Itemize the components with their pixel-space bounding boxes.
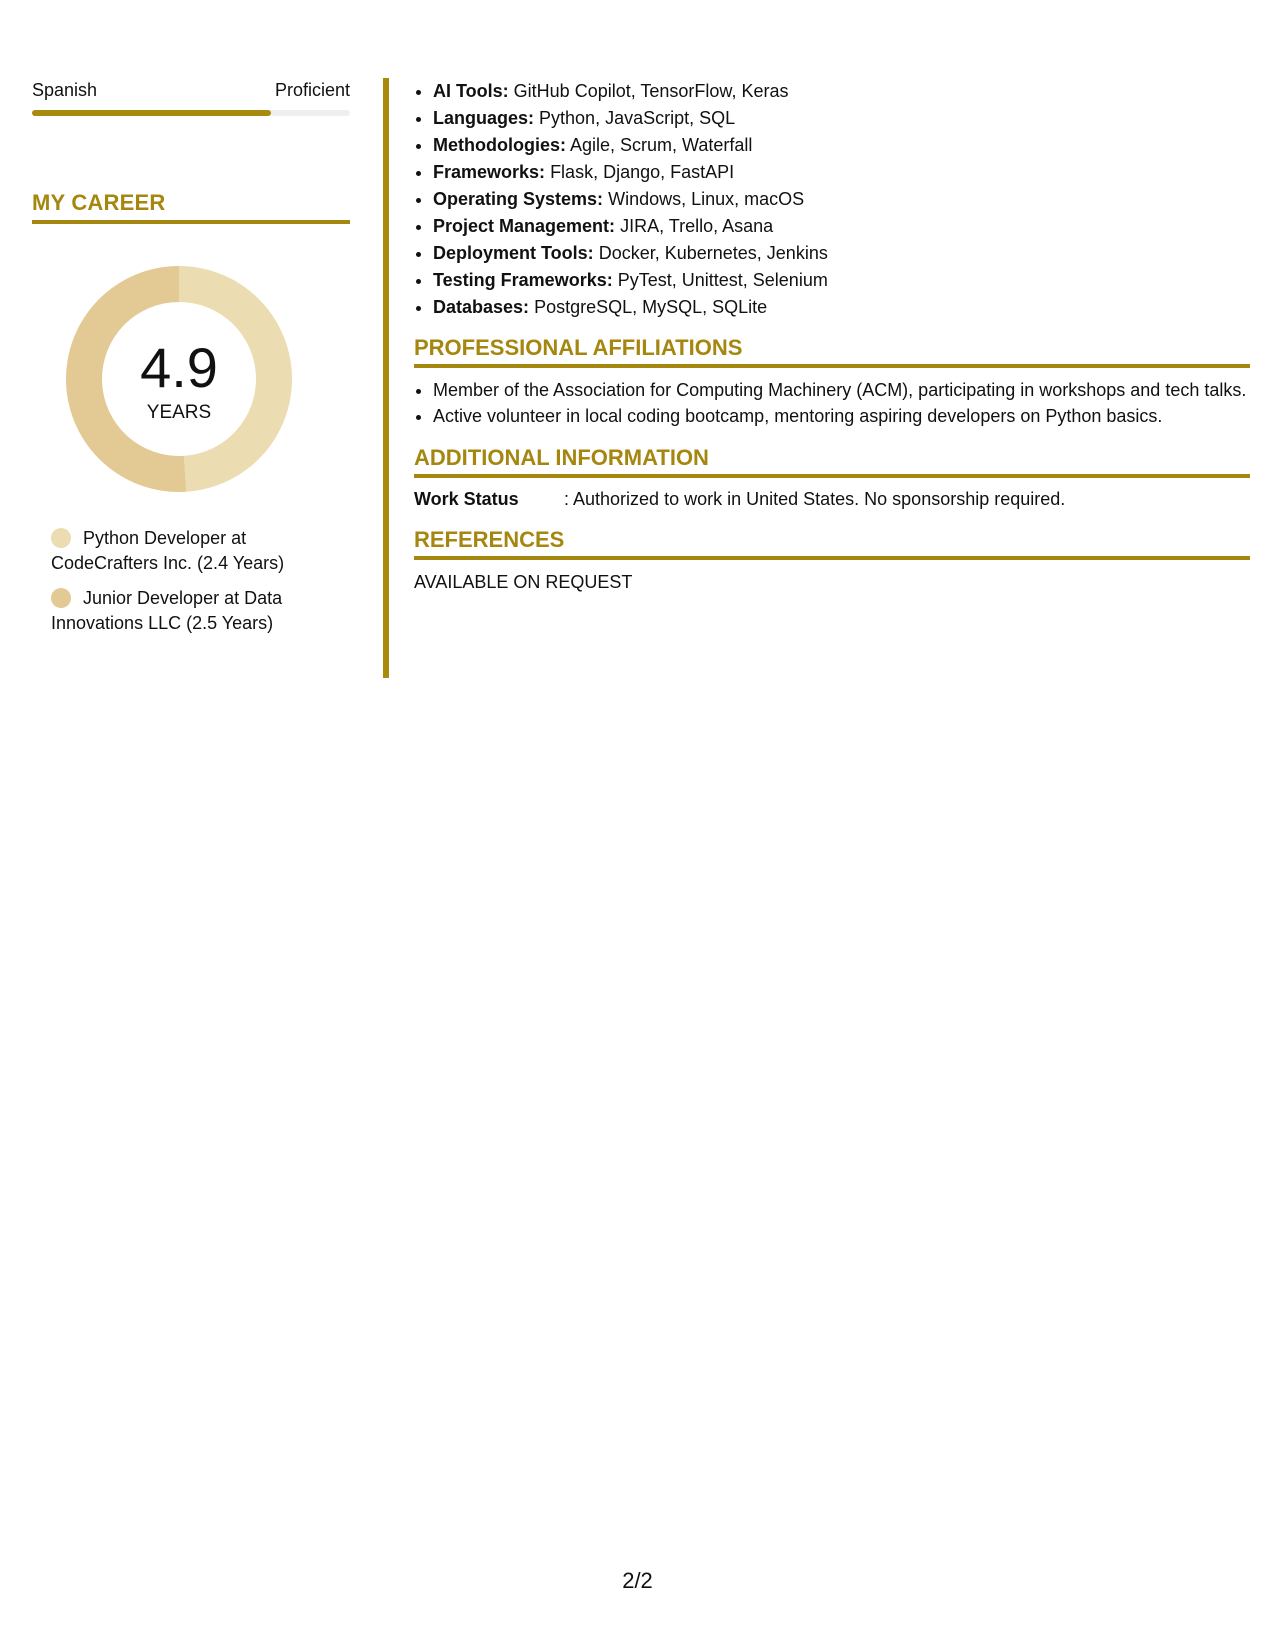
skill-label: Project Management: [433, 216, 616, 236]
legend-swatch [51, 588, 71, 608]
language-level: Proficient [274, 80, 350, 100]
skill-label: Languages: [433, 108, 535, 128]
skill-value: Docker, Kubernetes, Jenkins [598, 243, 828, 263]
language-name: Spanish [32, 80, 98, 100]
skill-value: Agile, Scrum, Waterfall [570, 135, 753, 155]
skill-value: PyTest, Unittest, Selenium [617, 270, 828, 290]
skill-label: Deployment Tools: [433, 243, 594, 263]
skill-value: JIRA, Trello, Asana [620, 216, 774, 236]
skill-item [433, 294, 1250, 321]
page-number: 2/2 [622, 1568, 653, 1593]
legend-label: Python Developer at CodeCrafters Inc. (2.4 Years) [51, 528, 285, 573]
language-item [32, 78, 350, 116]
legend-item [51, 586, 350, 636]
skill-item [433, 240, 1250, 267]
skill-value: Python, JavaScript, SQL [539, 108, 736, 128]
skill-item [433, 213, 1250, 240]
skill-value: PostgreSQL, MySQL, SQLite [534, 297, 768, 317]
affiliations-heading: PROFESSIONAL AFFILIATIONS [414, 335, 1250, 368]
career-heading: MY CAREER [32, 190, 350, 224]
skill-item [433, 186, 1250, 213]
legend-swatch [51, 528, 71, 548]
affiliations-list [414, 378, 1250, 429]
career-total-years: 4.9 [140, 336, 218, 399]
affiliation-item: • Member of the Association for Computing Machinery (ACM), participating in workshops and tech talks. [433, 378, 1250, 403]
skill-value: GitHub Copilot, TensorFlow, Keras [513, 81, 789, 101]
legend-label: Junior Developer at Data Innovations LLC (2.5 Years) [51, 588, 283, 633]
skill-item [433, 159, 1250, 186]
skill-item [433, 132, 1250, 159]
skill-label: Methodologies: [433, 135, 566, 155]
language-level-bar [32, 110, 350, 116]
work-status-row [414, 487, 1250, 511]
skill-item [433, 267, 1250, 294]
career-legend [32, 526, 350, 636]
career-total-unit: YEARS [146, 402, 212, 423]
skill-value: Flask, Django, FastAPI [550, 162, 735, 182]
skill-value: Windows, Linux, macOS [608, 189, 805, 209]
skill-label: Databases: [433, 297, 530, 317]
right-column [414, 78, 1250, 594]
skill-item [433, 105, 1250, 132]
legend-item [51, 526, 350, 576]
left-column [32, 78, 350, 646]
affiliation-item: • Active volunteer in local coding bootcamp, mentoring aspiring developers on Python basics. [433, 404, 1250, 429]
skill-label: AI Tools: [433, 81, 509, 101]
skill-label: Operating Systems: [433, 189, 604, 209]
skill-label: Frameworks: [433, 162, 546, 182]
language-level-fill [32, 110, 271, 116]
additional-info-heading: ADDITIONAL INFORMATION [414, 445, 1250, 478]
column-divider [383, 78, 389, 678]
references-heading: REFERENCES [414, 527, 1250, 560]
references-text: AVAILABLE ON REQUEST [414, 572, 633, 592]
skill-item [433, 78, 1250, 105]
career-donut-chart [66, 266, 292, 492]
work-status-value: : Authorized to work in United States. No sponsorship required. [564, 489, 1066, 509]
skill-label: Testing Frameworks: [433, 270, 613, 290]
work-status-label: Work Status [414, 489, 519, 509]
skills-list [414, 78, 1250, 321]
